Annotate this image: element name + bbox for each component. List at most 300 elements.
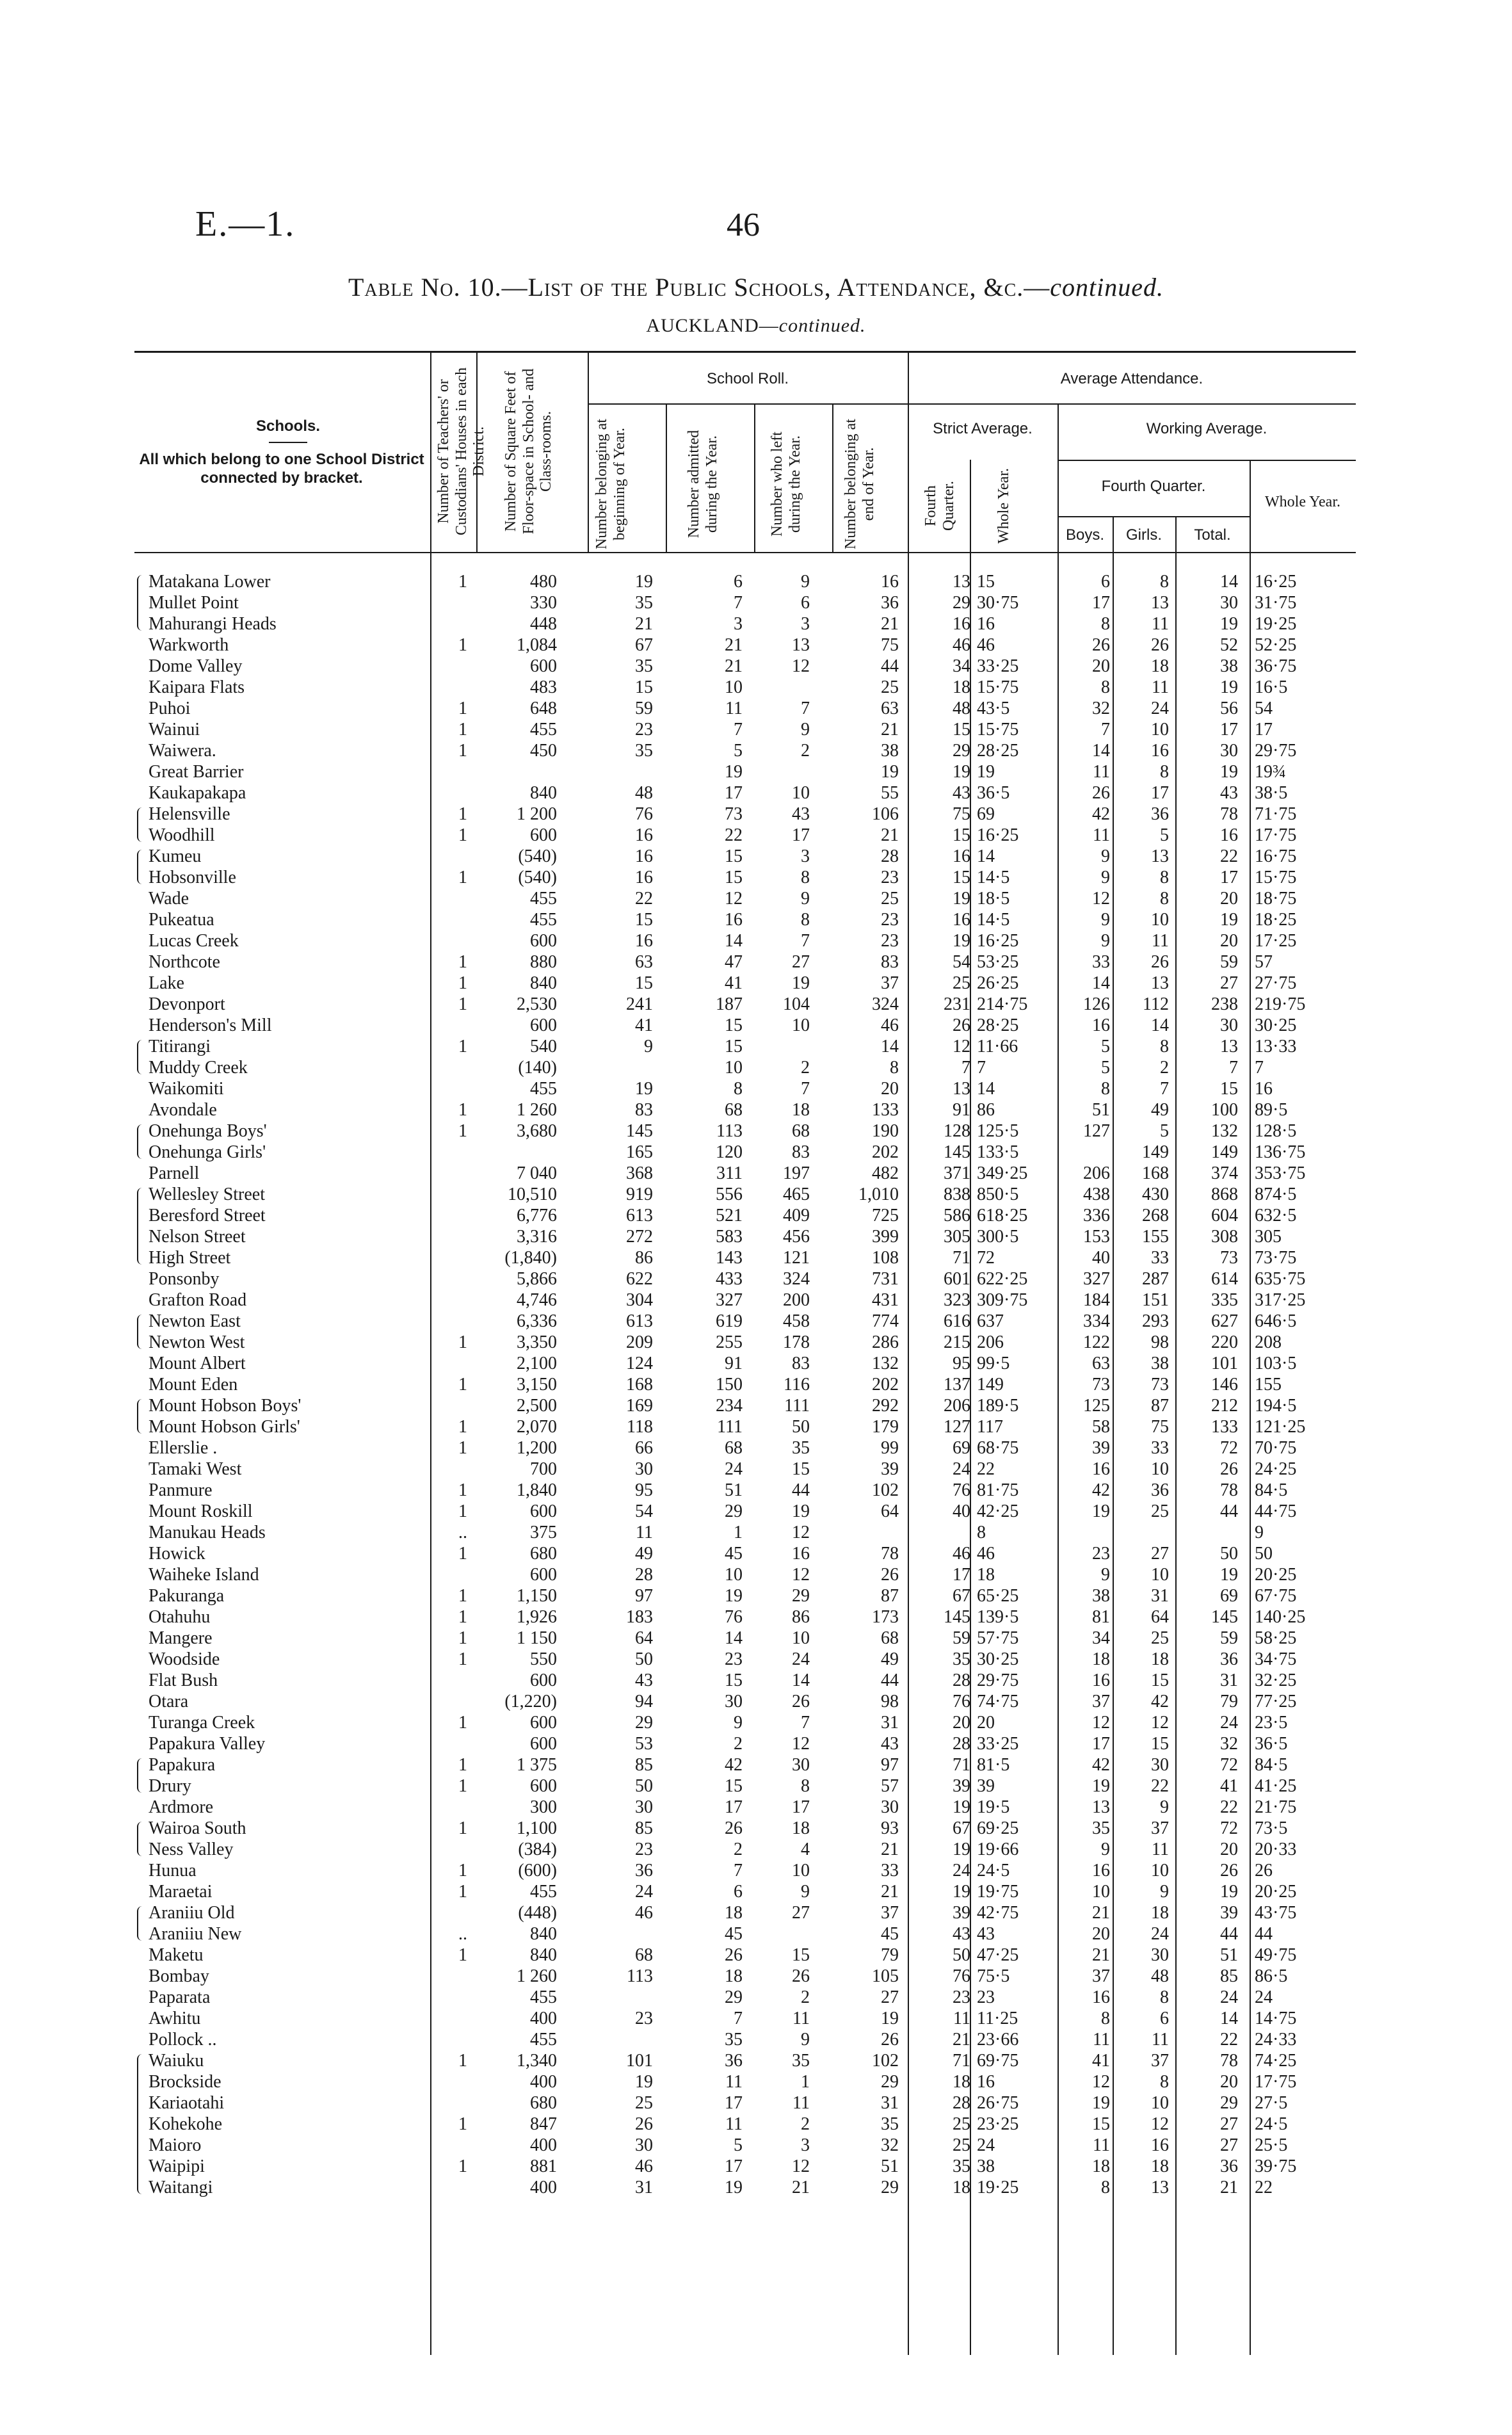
- working-total: 19: [1220, 1882, 1238, 1902]
- working-boys: 9: [1101, 1565, 1110, 1585]
- working-whole-year: 26: [1255, 1861, 1273, 1881]
- working-boys: 11: [1093, 2135, 1110, 2155]
- working-whole-year: 103·5: [1255, 1354, 1297, 1373]
- roll-begin: 23: [635, 1840, 653, 1859]
- roll-admitted: 433: [716, 1269, 743, 1289]
- working-boys: 12: [1092, 2072, 1110, 2092]
- roll-end: 202: [872, 1142, 899, 1162]
- teachers-houses: ..: [458, 1924, 467, 1944]
- working-girls: 33: [1151, 1438, 1169, 1458]
- table-row: [0, 1163, 1512, 1184]
- working-boys: 327: [1083, 1269, 1110, 1289]
- working-total: 79: [1220, 1692, 1238, 1711]
- roll-left: 17: [792, 825, 810, 845]
- table-row: [0, 1015, 1512, 1036]
- roll-admitted: 2: [734, 1840, 743, 1859]
- table-row: [0, 909, 1512, 930]
- strict-fourth-quarter: 18: [953, 2072, 970, 2092]
- school-name: Waiuku: [149, 2051, 204, 2071]
- working-whole-year: 73·5: [1255, 1818, 1288, 1838]
- working-whole-year: 16: [1255, 1079, 1273, 1099]
- working-boys: 8: [1101, 2178, 1110, 2197]
- working-total: 7: [1229, 1058, 1238, 1078]
- roll-admitted: 113: [716, 1121, 743, 1141]
- roll-left: 7: [801, 931, 810, 951]
- roll-end: 324: [872, 994, 899, 1014]
- school-name: Woodside: [149, 1649, 220, 1669]
- working-whole-year: 219·75: [1255, 994, 1306, 1014]
- roll-end: 44: [881, 656, 899, 676]
- working-whole-year: 84·5: [1255, 1480, 1288, 1500]
- working-girls: 5: [1160, 825, 1169, 845]
- roll-begin: 613: [626, 1311, 653, 1331]
- working-girls: 17: [1151, 783, 1169, 803]
- working-boys: 8: [1101, 677, 1110, 697]
- floor-space: 2,530: [517, 994, 557, 1014]
- working-whole-year: 24·5: [1255, 2114, 1288, 2134]
- working-total: 72: [1220, 1818, 1238, 1838]
- table-row: [0, 1374, 1512, 1395]
- working-total: 16: [1220, 825, 1238, 845]
- working-total: 69: [1220, 1586, 1238, 1606]
- working-girls: 15: [1151, 1671, 1169, 1690]
- roll-admitted: 234: [716, 1396, 743, 1416]
- table-row: [0, 1332, 1512, 1353]
- working-girls: 33: [1151, 1248, 1169, 1268]
- roll-left: 10: [792, 1628, 810, 1648]
- roll-end: 30: [881, 1797, 899, 1817]
- floor-space: 480: [530, 572, 557, 592]
- roll-left: 13: [792, 635, 810, 655]
- roll-end: 93: [881, 1818, 899, 1838]
- working-girls: 11: [1152, 931, 1169, 951]
- floor-space: 1 150: [517, 1628, 557, 1648]
- roll-end: 26: [881, 2030, 899, 2050]
- school-name: Great Barrier: [149, 762, 244, 782]
- working-boys: 37: [1092, 1692, 1110, 1711]
- roll-begin: 94: [635, 1692, 653, 1711]
- roll-left: 1: [801, 2072, 810, 2092]
- working-total: 44: [1220, 1924, 1238, 1944]
- strict-fourth-quarter: 7: [961, 1058, 970, 1078]
- working-girls: 87: [1151, 1396, 1169, 1416]
- working-girls: 13: [1151, 973, 1169, 993]
- floor-space: 600: [530, 1565, 557, 1585]
- working-whole-year: 41·25: [1255, 1776, 1297, 1796]
- working-girls: 36: [1151, 804, 1169, 824]
- working-whole-year: 43·75: [1255, 1903, 1297, 1923]
- table-row: [0, 2071, 1512, 2092]
- table-row: [0, 571, 1512, 592]
- teachers-houses: 1: [458, 1332, 467, 1352]
- school-name: Waipipi: [149, 2156, 205, 2176]
- working-girls: 14: [1151, 1015, 1169, 1035]
- working-whole-year: 52·25: [1255, 635, 1297, 655]
- strict-whole-year: 36·5: [977, 783, 1010, 803]
- working-total: 38: [1220, 656, 1238, 676]
- teachers-houses: 1: [458, 973, 467, 993]
- school-name: Howick: [149, 1544, 205, 1564]
- table-row: [0, 1184, 1512, 1205]
- strict-whole-year: 19·25: [977, 2178, 1019, 2197]
- working-girls: 2: [1160, 1058, 1169, 1078]
- teachers-houses: 1: [458, 1544, 467, 1564]
- district-bracket: [137, 850, 143, 884]
- strict-fourth-quarter: 59: [953, 1628, 970, 1648]
- strict-fourth-quarter: 75: [953, 804, 970, 824]
- teachers-houses: 1: [458, 2051, 467, 2071]
- working-whole-year: 632·5: [1255, 1206, 1297, 1226]
- roll-admitted: 7: [734, 720, 743, 740]
- working-boys: 9: [1101, 846, 1110, 866]
- strict-fourth-quarter: 46: [953, 1544, 970, 1564]
- strict-whole-year: 26·75: [977, 2093, 1019, 2113]
- working-boys: 23: [1092, 1544, 1110, 1564]
- strict-fourth-quarter: 601: [944, 1269, 970, 1289]
- schools-header-rule: [269, 442, 307, 443]
- working-whole-year: 17·75: [1255, 2072, 1297, 2092]
- working-whole-year: 305: [1255, 1227, 1282, 1247]
- total-header: Total.: [1194, 526, 1231, 544]
- roll-left: 9: [801, 572, 810, 592]
- roll-admitted: 7: [734, 2009, 743, 2028]
- floor-space: 600: [530, 1734, 557, 1754]
- strict-fourth-quarter: 145: [944, 1142, 970, 1162]
- working-whole-year: 25·5: [1255, 2135, 1288, 2155]
- roll-end: 39: [881, 1459, 899, 1479]
- teachers-houses: 1: [458, 1713, 467, 1733]
- strict-fourth-quarter: 25: [953, 2114, 970, 2134]
- working-whole-year: 20·25: [1255, 1565, 1297, 1585]
- strict-whole-year: 11·66: [977, 1037, 1018, 1056]
- roll-left: 6: [801, 593, 810, 613]
- floor-space: 3,316: [517, 1227, 557, 1247]
- strict-whole-year: 23·25: [977, 2114, 1019, 2134]
- working-total: 335: [1211, 1290, 1238, 1310]
- floor-space: 840: [530, 783, 557, 803]
- roll-end: 133: [872, 1100, 899, 1120]
- roll-begin: 36: [635, 1861, 653, 1881]
- floor-space: (540): [518, 846, 557, 866]
- roll-end: 29: [881, 2072, 899, 2092]
- roll-admitted: 91: [725, 1354, 743, 1373]
- school-name: Waikomiti: [149, 1079, 224, 1099]
- working-total: 19: [1220, 677, 1238, 697]
- working-girls: 293: [1142, 1311, 1169, 1331]
- table-row: [0, 825, 1512, 846]
- roll-begin: 24: [635, 1882, 653, 1902]
- roll-admitted: 1: [734, 1523, 743, 1542]
- school-name: Northcote: [149, 952, 220, 972]
- floor-space: 455: [530, 1882, 557, 1902]
- table-row: [0, 719, 1512, 740]
- roll-end: 431: [872, 1290, 899, 1310]
- roll-end: 97: [881, 1755, 899, 1775]
- roll-left: 18: [792, 1100, 810, 1120]
- strict-whole-year: 72: [977, 1248, 995, 1268]
- roll-begin: 124: [626, 1354, 653, 1373]
- roll-begin: 31: [635, 2178, 653, 2197]
- strict-fourth-quarter: 69: [953, 1438, 970, 1458]
- roll-end: 23: [881, 868, 899, 887]
- roll-begin: 35: [635, 741, 653, 761]
- working-whole-year: 121·25: [1255, 1417, 1306, 1437]
- table-row: [0, 1480, 1512, 1501]
- roll-admitted: 17: [725, 2093, 743, 2113]
- roll-admitted: 16: [725, 910, 743, 930]
- roll-left: 8: [801, 910, 810, 930]
- roll-admitted: 41: [725, 973, 743, 993]
- floor-space: 450: [530, 741, 557, 761]
- strict-whole-year: 18: [977, 1565, 995, 1585]
- working-whole-year: 57: [1255, 952, 1273, 972]
- school-name: Maraetai: [149, 1882, 213, 1902]
- roll-left: 2: [801, 1058, 810, 1078]
- roll-end: 23: [881, 931, 899, 951]
- roll-left: 30: [792, 1755, 810, 1775]
- roll-end: 14: [881, 1037, 899, 1056]
- strict-whole-year: 16: [977, 614, 995, 634]
- roll-end: 35: [881, 2114, 899, 2134]
- working-girls: 168: [1142, 1163, 1169, 1183]
- working-boys: 9: [1101, 910, 1110, 930]
- table-row: [0, 846, 1512, 867]
- strict-whole-year: 69·25: [977, 1818, 1019, 1838]
- table-row: [0, 1522, 1512, 1543]
- table-row: [0, 1585, 1512, 1606]
- working-whole-year: 16·5: [1255, 677, 1288, 697]
- strict-fourth-quarter: 18: [953, 2178, 970, 2197]
- strict-fourth-quarter: 19: [953, 931, 970, 951]
- strict-fourth-quarter: 67: [953, 1818, 970, 1838]
- floor-space: 1,150: [517, 1586, 557, 1606]
- working-boys: 10: [1092, 1882, 1110, 1902]
- working-whole-year: 136·75: [1255, 1142, 1306, 1162]
- teachers-houses: 1: [458, 1375, 467, 1395]
- roll-admitted: 42: [725, 1755, 743, 1775]
- working-whole-year: 73·75: [1255, 1248, 1297, 1268]
- school-name: Kaipara Flats: [149, 677, 245, 697]
- working-girls: 287: [1142, 1269, 1169, 1289]
- working-whole-year: 50: [1255, 1544, 1273, 1564]
- working-total: 27: [1220, 2114, 1238, 2134]
- floor-space: 680: [530, 2093, 557, 2113]
- table-title: [0, 272, 1512, 302]
- table-row: [0, 994, 1512, 1015]
- strict-fourth-quarter: 50: [953, 1945, 970, 1965]
- table-row: [0, 1247, 1512, 1268]
- roll-end: 99: [881, 1438, 899, 1458]
- roll-left: 86: [792, 1607, 810, 1627]
- working-fourth-quarter-header: Fourth Quarter.: [1101, 478, 1206, 495]
- strict-fourth-quarter: 586: [944, 1206, 970, 1226]
- roll-left: 2: [801, 2114, 810, 2134]
- roll-admitted: 15: [725, 868, 743, 887]
- working-girls: 37: [1151, 2051, 1169, 2071]
- strict-whole-year: 53·25: [977, 952, 1019, 972]
- roll-end: 33: [881, 1861, 899, 1881]
- working-boys: 7: [1101, 720, 1110, 740]
- table-row: [0, 698, 1512, 719]
- roll-begin: 35: [635, 593, 653, 613]
- roll-left: 3: [801, 2135, 810, 2155]
- working-girls: 22: [1151, 1776, 1169, 1796]
- strict-fourth-quarter: 25: [953, 2135, 970, 2155]
- floor-space: 400: [530, 2009, 557, 2028]
- teachers-houses: 1: [458, 1037, 467, 1056]
- school-name: Mahurangi Heads: [149, 614, 277, 634]
- strict-whole-year: 618·25: [977, 1206, 1028, 1226]
- school-name: Waiwera.: [149, 741, 216, 761]
- roll-left: 465: [783, 1185, 810, 1204]
- table-row: [0, 1501, 1512, 1522]
- strict-whole-year: 125·5: [977, 1121, 1019, 1141]
- working-total: 133: [1211, 1417, 1238, 1437]
- working-boys: 73: [1092, 1375, 1110, 1395]
- working-girls: 49: [1151, 1100, 1169, 1120]
- teachers-houses: 1: [458, 804, 467, 824]
- working-total: 220: [1211, 1332, 1238, 1352]
- school-name: Waiheke Island: [149, 1565, 259, 1585]
- roll-left: 12: [792, 1565, 810, 1585]
- roll-left: 50: [792, 1417, 810, 1437]
- strict-whole-year: 39: [977, 1776, 995, 1796]
- working-boys: 42: [1092, 1480, 1110, 1500]
- strict-fourth-quarter: 15: [953, 825, 970, 845]
- school-name: Maioro: [149, 2135, 202, 2155]
- district-bracket: [137, 1822, 143, 1856]
- roll-left: 3: [801, 846, 810, 866]
- strict-fourth-quarter: 28: [953, 1734, 970, 1754]
- strict-whole-year: 46: [977, 635, 995, 655]
- table-row: [0, 1691, 1512, 1712]
- roll-left: 15: [792, 1459, 810, 1479]
- strict-whole-year: 28·25: [977, 1015, 1019, 1035]
- strict-fourth-quarter: 371: [944, 1163, 970, 1183]
- working-boys: 122: [1083, 1332, 1110, 1352]
- strict-whole-year: 43·5: [977, 699, 1010, 718]
- working-girls: 25: [1151, 1628, 1169, 1648]
- working-boys: 26: [1092, 635, 1110, 655]
- strict-whole-year: 214·75: [977, 994, 1028, 1014]
- table-row: [0, 1670, 1512, 1691]
- floor-space: 700: [530, 1459, 557, 1479]
- table-row: [0, 951, 1512, 973]
- roll-admitted: 3: [734, 614, 743, 634]
- strict-whole-year: 16·25: [977, 931, 1019, 951]
- working-girls: 36: [1151, 1480, 1169, 1500]
- strict-fourth-quarter: 16: [953, 910, 970, 930]
- table-row: [0, 1860, 1512, 1881]
- table-row: [0, 804, 1512, 825]
- floor-space: (448): [518, 1903, 557, 1923]
- working-total: 14: [1220, 572, 1238, 592]
- roll-begin: 19: [635, 572, 653, 592]
- working-girls: 155: [1142, 1227, 1169, 1247]
- floor-space: 4,746: [517, 1290, 557, 1310]
- subtitle-continued: continued.: [778, 315, 866, 336]
- roll-begin: 97: [635, 1586, 653, 1606]
- table-row: [0, 1416, 1512, 1437]
- strict-fourth-quarter: 71: [953, 1755, 970, 1775]
- teachers-header: Number of Teachers' or Custodians' Houses in each District.: [435, 367, 488, 536]
- roll-left: 10: [792, 783, 810, 803]
- strict-whole-year: 14·5: [977, 910, 1010, 930]
- working-boys: 12: [1092, 1713, 1110, 1733]
- school-name: Waitangi: [149, 2178, 213, 2197]
- roll-end: 106: [872, 804, 899, 824]
- floor-space: 455: [530, 910, 557, 930]
- roll-left: 26: [792, 1966, 810, 1986]
- working-boys: 38: [1092, 1586, 1110, 1606]
- roll-begin: 49: [635, 1544, 653, 1564]
- roll-begin: 613: [626, 1206, 653, 1226]
- working-whole-year: 34·75: [1255, 1649, 1297, 1669]
- school-name: Hobsonville: [149, 868, 236, 887]
- working-girls: 18: [1151, 1903, 1169, 1923]
- school-name: Lucas Creek: [149, 931, 239, 951]
- strict-whole-year: 16: [977, 2072, 995, 2092]
- district-bracket: [137, 1315, 143, 1349]
- working-whole-year: 128·5: [1255, 1121, 1297, 1141]
- working-girls: 37: [1151, 1818, 1169, 1838]
- roll-admitted: 583: [716, 1227, 743, 1247]
- roll-end: 51: [881, 2156, 899, 2176]
- strict-fourth-quarter: 19: [953, 762, 970, 782]
- school-name: Mangere: [149, 1628, 213, 1648]
- roll-left: 7: [801, 699, 810, 718]
- roll-left: 2: [801, 741, 810, 761]
- roll-admitted: 14: [725, 931, 743, 951]
- table-row: [0, 677, 1512, 698]
- working-girls: 30: [1151, 1945, 1169, 1965]
- school-name: Warkworth: [149, 635, 229, 655]
- floor-space: 550: [530, 1649, 557, 1669]
- strict-whole-year-header: Whole Year.: [995, 468, 1012, 544]
- working-boys: 17: [1092, 1734, 1110, 1754]
- roll-rule: [588, 403, 1356, 405]
- working-total: 17: [1220, 720, 1238, 740]
- table-row: [0, 613, 1512, 635]
- strict-whole-year: 28·25: [977, 741, 1019, 761]
- floor-space: 600: [530, 1501, 557, 1521]
- working-boys: 153: [1083, 1227, 1110, 1247]
- roll-end: 27: [881, 1987, 899, 2007]
- strict-fourth-quarter: 29: [953, 741, 970, 761]
- working-whole-year: 77·25: [1255, 1692, 1297, 1711]
- roll-left: 11: [792, 2009, 810, 2028]
- table-row: [0, 1120, 1512, 1142]
- working-whole-year: 16·25: [1255, 572, 1297, 592]
- roll-end: 28: [881, 846, 899, 866]
- working-boys: 336: [1083, 1206, 1110, 1226]
- working-girls: 6: [1160, 2009, 1169, 2028]
- working-boys: 334: [1083, 1311, 1110, 1331]
- working-boys: 9: [1101, 868, 1110, 887]
- roll-begin: 16: [635, 825, 653, 845]
- strict-whole-year: 622·25: [977, 1269, 1028, 1289]
- roll-left: 8: [801, 1776, 810, 1796]
- floor-space: 6,336: [517, 1311, 557, 1331]
- working-whole-year: 155: [1255, 1375, 1282, 1395]
- strict-whole-year: 15·75: [977, 677, 1019, 697]
- working-boys: 5: [1101, 1058, 1110, 1078]
- strict-fourth-quarter: 23: [953, 1987, 970, 2007]
- roll-begin: 50: [635, 1776, 653, 1796]
- quarter-rule: [1058, 516, 1250, 517]
- floor-space: 880: [530, 952, 557, 972]
- working-boys: 127: [1083, 1121, 1110, 1141]
